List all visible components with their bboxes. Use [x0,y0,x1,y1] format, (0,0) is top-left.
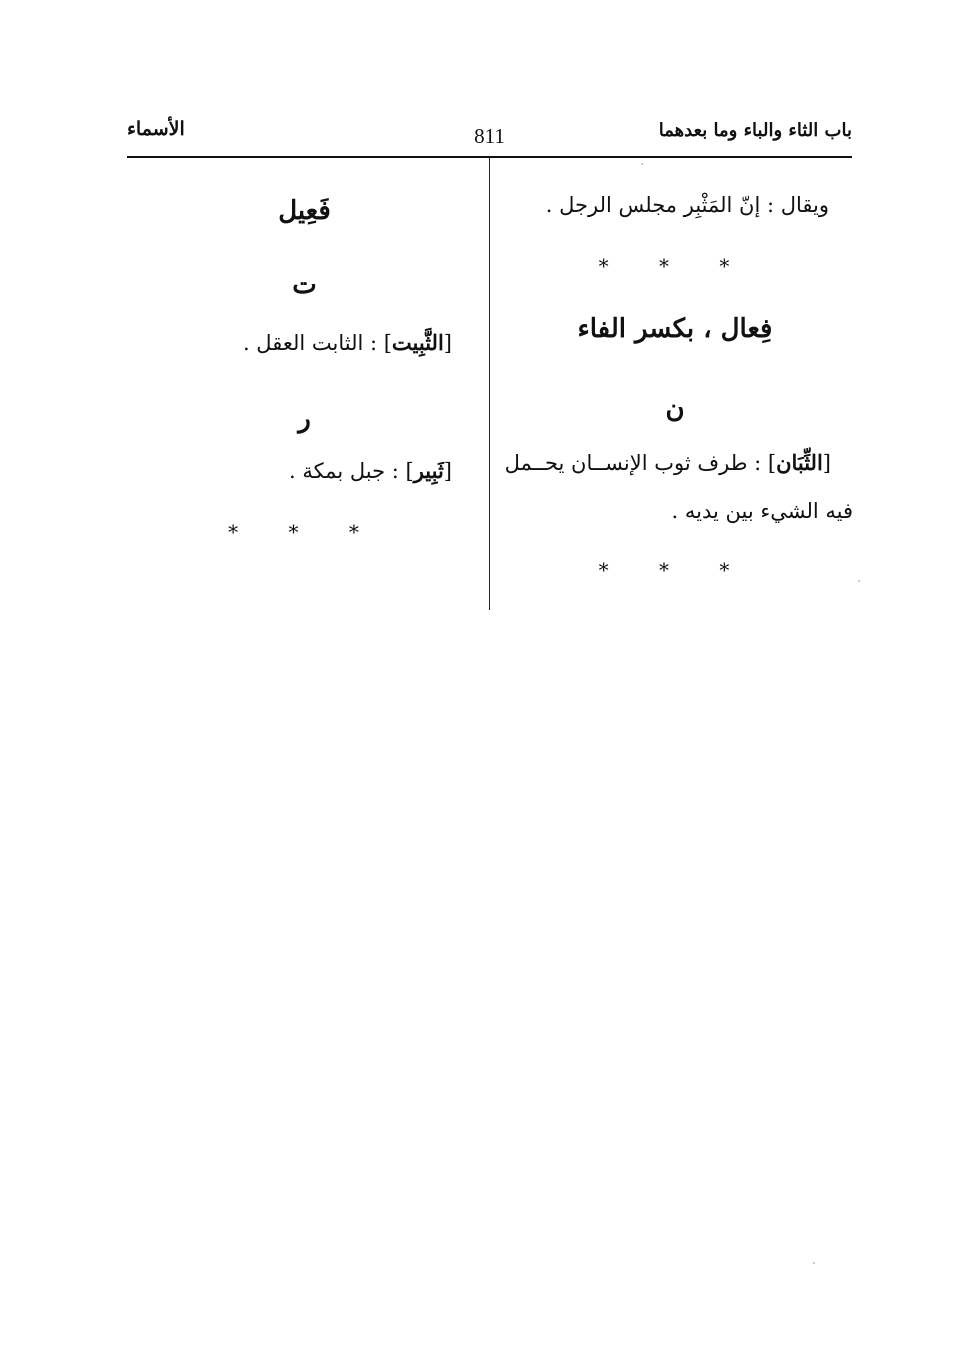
entry-definition: ] : جبل بمكة . [288,459,414,483]
entry-continuation: فيه الشيء بين يديه . [671,499,853,523]
chapter-title: باب الثاء والباء وما بعدهما [658,120,852,141]
section-separator: * * * [598,254,752,278]
letter-heading: ت [292,270,317,300]
entry-term: ثَبِير [413,458,444,483]
section-heading: فَعِيل [278,196,331,226]
column-divider [489,158,490,610]
entry-definition: ] : طرف ثوب الإنســان يحــمل [504,451,777,475]
entry-term: الثَّبِيت [391,330,444,355]
bracket-open: [ [443,331,452,355]
entry-term: الثِّبَان [776,450,823,475]
section-heading: فِعال ، بكسر الفاء [577,314,773,344]
scan-speck [858,580,860,582]
entry-definition: ] : الثابت العقل . [242,331,392,355]
section-title: الأسماء [127,118,185,140]
page-number: 811 [474,124,505,148]
dictionary-entry [505,448,831,478]
page-header [127,112,852,158]
letter-heading: ن [665,394,685,424]
scan-speck [641,163,643,165]
letter-heading: ر [298,404,311,434]
section-separator: * * * [598,558,752,582]
bracket-open: [ [822,451,831,475]
section-separator: * * * [228,520,381,544]
bracket-open: [ [443,459,452,483]
text-line: ويقال : إنّ المَثْبِر مجلس الرجل . [545,193,829,217]
scan-speck [813,1262,815,1264]
dictionary-entry [289,456,452,486]
dictionary-entry [243,328,452,358]
